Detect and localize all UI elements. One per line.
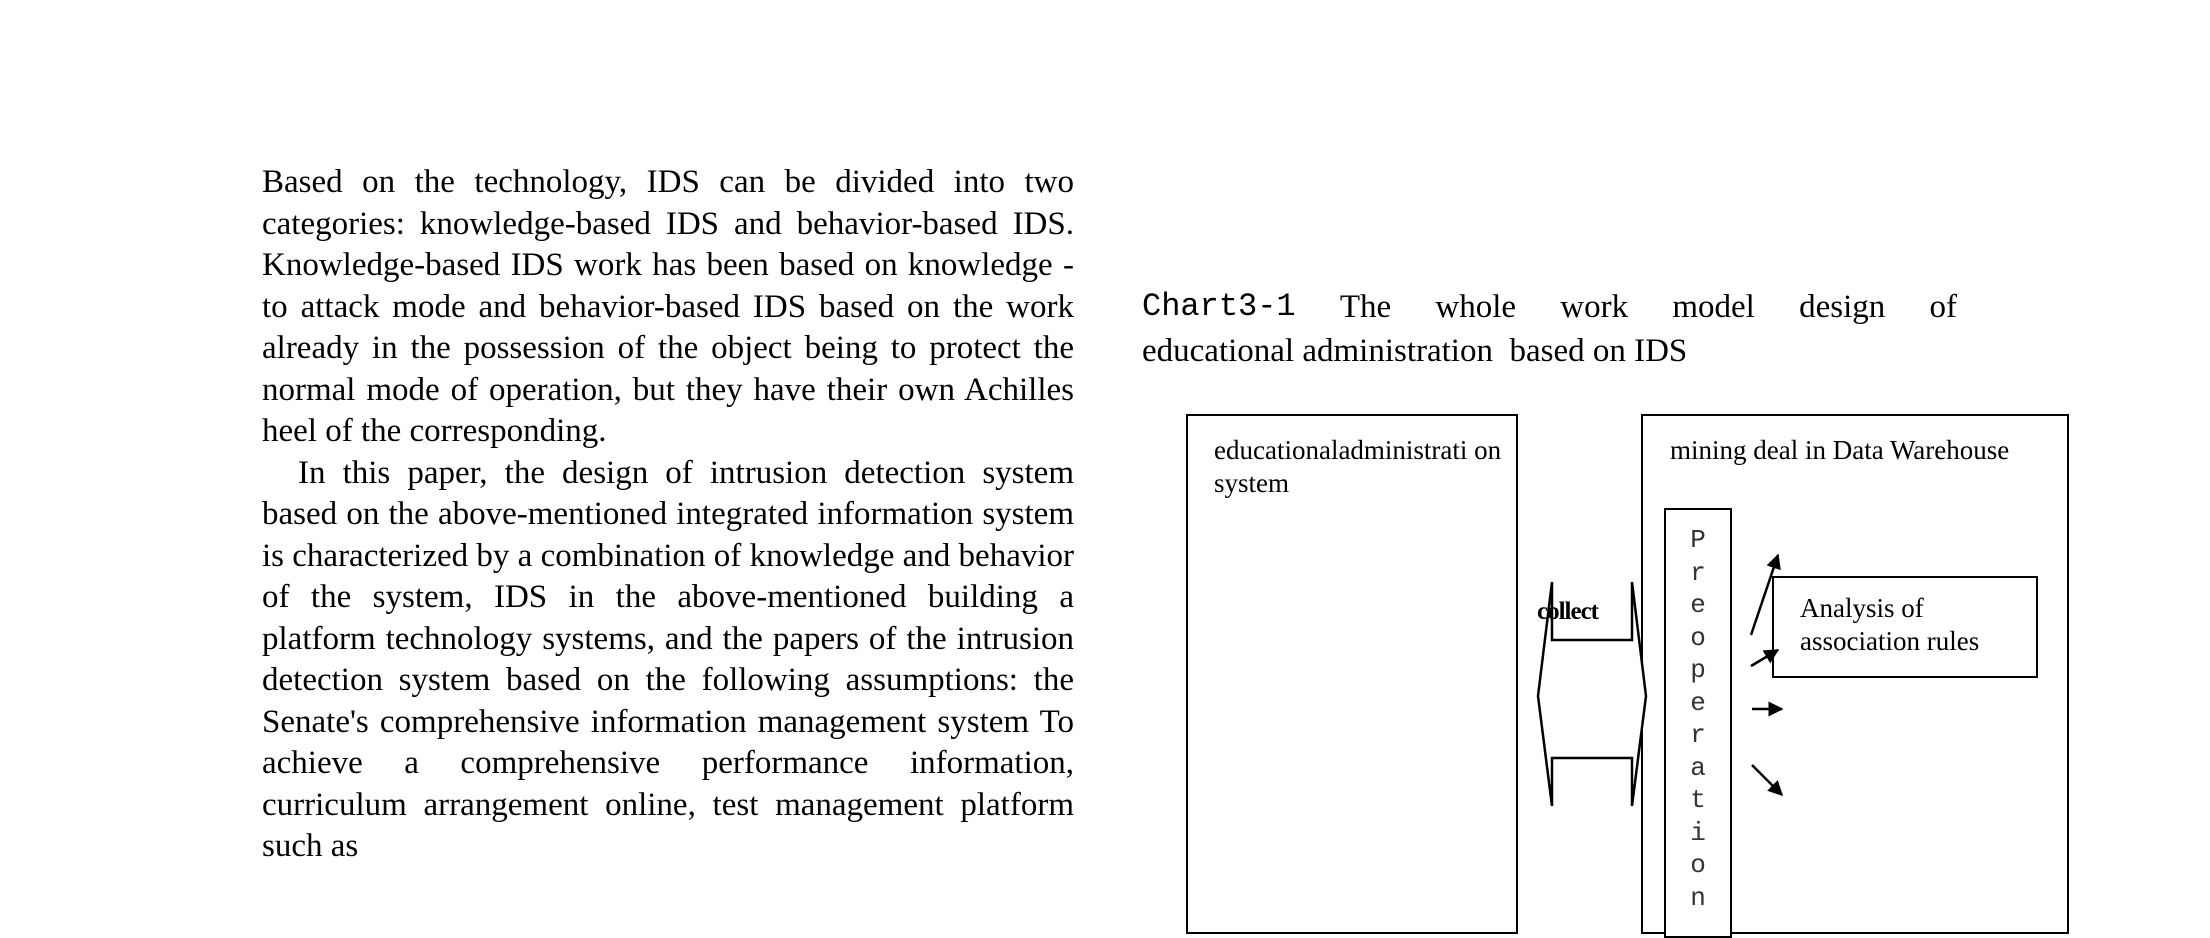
preoperation-letter: P bbox=[1690, 525, 1706, 555]
caption-word: design bbox=[1799, 289, 1886, 325]
caption-line-2: educational administration based on IDS bbox=[1142, 333, 1688, 369]
preoperation-letter: t bbox=[1690, 785, 1706, 815]
preoperation-letter: e bbox=[1690, 590, 1706, 620]
preoperation-letter: n bbox=[1690, 882, 1706, 913]
body-paragraph: Based on the technology, IDS can be divided into two categories: knowledge-based IDS and behavior-based IDS. Knowledge-based IDS work has been based on knowledge - to attack mode and behavior-based IDS based on the work already in the possession of the object being to protect the normal mode of operation, but they have their own Achilles heel of the corresponding. bbox=[262, 164, 1074, 449]
data-warehouse-label: mining deal in Data Warehouse bbox=[1670, 435, 2010, 465]
preoperation-letter: o bbox=[1690, 850, 1706, 880]
caption-word: work bbox=[1560, 289, 1629, 325]
flow-arrow bbox=[1752, 765, 1782, 795]
association-rules-label: Analysis of association rules bbox=[1800, 593, 1980, 656]
figure-caption bbox=[1142, 285, 1957, 373]
caption-word: of bbox=[1929, 289, 1957, 325]
preoperation-label bbox=[1664, 524, 1732, 914]
caption-number: Chart3-1 bbox=[1142, 288, 1296, 325]
caption-line-1 bbox=[1142, 285, 1957, 329]
work-model-diagram bbox=[1180, 410, 2080, 913]
flow-arrow bbox=[1751, 555, 1778, 635]
preoperation-letter: r bbox=[1690, 720, 1706, 750]
body-text-column bbox=[262, 162, 1074, 868]
educational-system-label: educationaladministrati on system bbox=[1214, 435, 1502, 498]
preoperation-letter: i bbox=[1690, 817, 1706, 848]
caption-word: whole bbox=[1435, 289, 1517, 325]
preoperation-letter: e bbox=[1690, 687, 1706, 718]
caption-word: The bbox=[1339, 289, 1392, 325]
preoperation-letter: a bbox=[1690, 752, 1706, 783]
collect-label: collect bbox=[1537, 598, 1599, 625]
body-paragraph: In this paper, the design of intrusion detection system based on the above-mentioned integrated information system is characterized by a combination of knowledge and behavior of the system, IDS in the above-mentioned building a platform technology systems, and the papers of the intrusion detection system based on the following assumptions: the Senate's comprehensive information management system To achieve a comprehensive performance information, curriculum arrangement online, test management platform such as bbox=[262, 454, 1074, 864]
preoperation-letter: o bbox=[1690, 622, 1706, 653]
caption-word: model bbox=[1672, 289, 1755, 325]
preoperation-letter: p bbox=[1690, 655, 1706, 685]
flow-arrow bbox=[1751, 650, 1778, 666]
preoperation-letter: r bbox=[1690, 557, 1706, 588]
